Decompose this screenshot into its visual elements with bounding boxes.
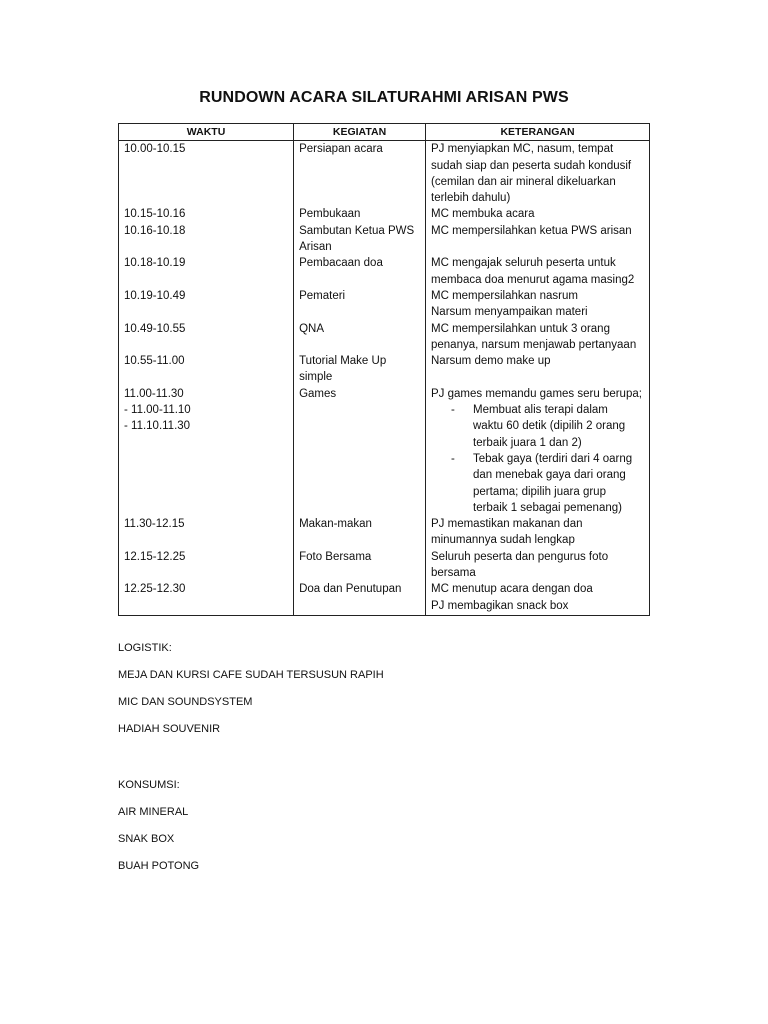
keterangan-line: PJ games memandu games seru berupa; (431, 387, 642, 400)
waktu-line: 10.55-11.00 (124, 355, 185, 368)
games-bullet-item (431, 402, 645, 451)
cell-waktu (119, 321, 294, 354)
kegiatan-line: Foto Bersama (299, 550, 372, 563)
cell-waktu (119, 223, 294, 256)
kegiatan-line: simple (299, 371, 333, 384)
table-row (119, 206, 650, 222)
bullet-line: waktu 60 detik (dipilih 2 orang (473, 420, 626, 433)
kegiatan-line: Makan-makan (299, 518, 372, 531)
waktu-line: 10.00-10.15 (124, 143, 186, 156)
table-row (119, 255, 650, 288)
keterangan-line: (cemilan dan air mineral dikeluarkan (431, 175, 616, 188)
waktu-line: 10.19-10.49 (124, 289, 186, 302)
kegiatan-line: Tutorial Make Up (299, 355, 387, 368)
keterangan-line: terlebih dahulu) (431, 192, 511, 205)
table-row (119, 141, 650, 207)
cell-waktu (119, 255, 294, 288)
games-bullet-item (431, 451, 645, 516)
konsumsi-heading: KONSUMSI: (118, 779, 180, 791)
cell-waktu (119, 516, 294, 549)
keterangan-line: MC mempersilahkan ketua PWS arisan (431, 224, 632, 237)
cell-waktu (119, 141, 294, 207)
kegiatan-line: Games (299, 387, 337, 400)
bullet-line: Tebak gaya (terdiri dari 4 oarng (473, 452, 633, 465)
waktu-line: 10.18-10.19 (124, 257, 186, 270)
konsumsi-item: AIR MINERAL (118, 806, 189, 818)
keterangan-line: PJ menyiapkan MC, nasum, tempat (431, 143, 614, 156)
cell-keterangan (426, 549, 650, 582)
kegiatan-line: Doa dan Penutupan (299, 583, 402, 596)
keterangan-line: membaca doa menurut agama masing2 (431, 273, 635, 286)
cell-kegiatan (294, 353, 426, 386)
waktu-line: 10.16-10.18 (124, 224, 186, 237)
table-row (119, 288, 650, 321)
kegiatan-line: Pemateri (299, 289, 346, 302)
rundown-table (118, 123, 650, 616)
document-title: RUNDOWN ACARA SILATURAHMI ARISAN PWS (199, 89, 569, 106)
cell-keterangan (426, 386, 650, 516)
cell-keterangan (426, 141, 650, 207)
bullet-dash: - (451, 452, 455, 465)
bullet-line: terbaik juara 1 dan 2) (473, 436, 582, 449)
keterangan-line: Narsum menyampaikan materi (431, 306, 588, 319)
cell-kegiatan (294, 321, 426, 354)
keterangan-line: MC mempersilahkan untuk 3 orang (431, 322, 610, 335)
table-row (119, 321, 650, 354)
kegiatan-line: Pembacaan doa (299, 257, 383, 270)
table-row (119, 353, 650, 386)
kegiatan-line: Persiapan acara (299, 143, 383, 156)
kegiatan-line: QNA (299, 322, 324, 335)
waktu-line: 12.15-12.25 (124, 550, 186, 563)
cell-waktu (119, 549, 294, 582)
keterangan-line: PJ memastikan makanan dan (431, 518, 583, 531)
table-row (119, 581, 650, 615)
cell-keterangan (426, 516, 650, 549)
konsumsi-item: BUAH POTONG (118, 860, 200, 872)
cell-keterangan (426, 255, 650, 288)
cell-kegiatan (294, 516, 426, 549)
cell-kegiatan (294, 206, 426, 222)
keterangan-line: MC menutup acara dengan doa (431, 583, 593, 596)
cell-waktu (119, 288, 294, 321)
keterangan-line: Seluruh peserta dan pengurus foto (431, 550, 609, 563)
waktu-line: 10.49-10.55 (124, 322, 186, 335)
kegiatan-line: Sambutan Ketua PWS (299, 224, 415, 237)
waktu-line: 12.25-12.30 (124, 583, 186, 596)
konsumsi-item: SNAK BOX (118, 833, 175, 845)
keterangan-line: MC mengajak seluruh peserta untuk (431, 257, 616, 270)
keterangan-line: bersama (431, 567, 476, 580)
cell-kegiatan (294, 255, 426, 288)
cell-keterangan (426, 581, 650, 615)
waktu-line: - 11.10.11.30 (124, 420, 191, 433)
header-keterangan: KETERANGAN (426, 124, 650, 141)
keterangan-line: MC mempersilahkan nasrum (431, 289, 578, 302)
keterangan-line: penanya, narsum menjawab pertanyaan (431, 338, 637, 351)
games-bullet-list (431, 402, 645, 516)
cell-kegiatan (294, 581, 426, 615)
waktu-line: 11.30-12.15 (124, 518, 185, 531)
cell-keterangan (426, 223, 650, 256)
keterangan-line: sudah siap dan peserta sudah kondusif (431, 159, 632, 172)
cell-waktu (119, 206, 294, 222)
kegiatan-line: Arisan (299, 241, 332, 254)
logistik-heading: LOGISTIK: (118, 642, 172, 654)
table-row (119, 386, 650, 516)
cell-keterangan (426, 321, 650, 354)
waktu-line: - 11.00-11.10 (124, 404, 191, 417)
cell-kegiatan (294, 549, 426, 582)
kegiatan-line: Pembukaan (299, 208, 361, 221)
cell-kegiatan (294, 386, 426, 516)
logistik-item: MEJA DAN KURSI CAFE SUDAH TERSUSUN RAPIH (118, 669, 384, 681)
bullet-dash: - (451, 404, 455, 417)
cell-waktu (119, 386, 294, 516)
cell-kegiatan (294, 223, 426, 256)
keterangan-line: MC membuka acara (431, 208, 535, 221)
cell-waktu (119, 353, 294, 386)
table-header-row (119, 124, 650, 141)
bullet-line: Membuat alis terapi dalam (473, 404, 608, 417)
keterangan-line: Narsum demo make up (431, 355, 551, 368)
logistik-item: MIC DAN SOUNDSYSTEM (118, 696, 253, 708)
table-row (119, 516, 650, 549)
cell-keterangan (426, 206, 650, 222)
bullet-line: terbaik 1 sebagai pemenang) (473, 501, 622, 514)
bullet-line: pertama; dipilih juara grup (473, 485, 606, 498)
table-row (119, 549, 650, 582)
keterangan-line: PJ membagikan snack box (431, 599, 569, 612)
cell-keterangan (426, 288, 650, 321)
waktu-line: 11.00-11.30 (124, 387, 184, 400)
keterangan-line: minumannya sudah lengkap (431, 534, 575, 547)
bullet-line: dan menebak gaya dari orang (473, 469, 626, 482)
logistik-item: HADIAH SOUVENIR (118, 723, 221, 735)
header-waktu: WAKTU (119, 124, 294, 141)
table-row (119, 223, 650, 256)
cell-kegiatan (294, 288, 426, 321)
cell-waktu (119, 581, 294, 615)
cell-kegiatan (294, 141, 426, 207)
waktu-line: 10.15-10.16 (124, 208, 186, 221)
header-kegiatan: KEGIATAN (294, 124, 426, 141)
cell-keterangan (426, 353, 650, 386)
